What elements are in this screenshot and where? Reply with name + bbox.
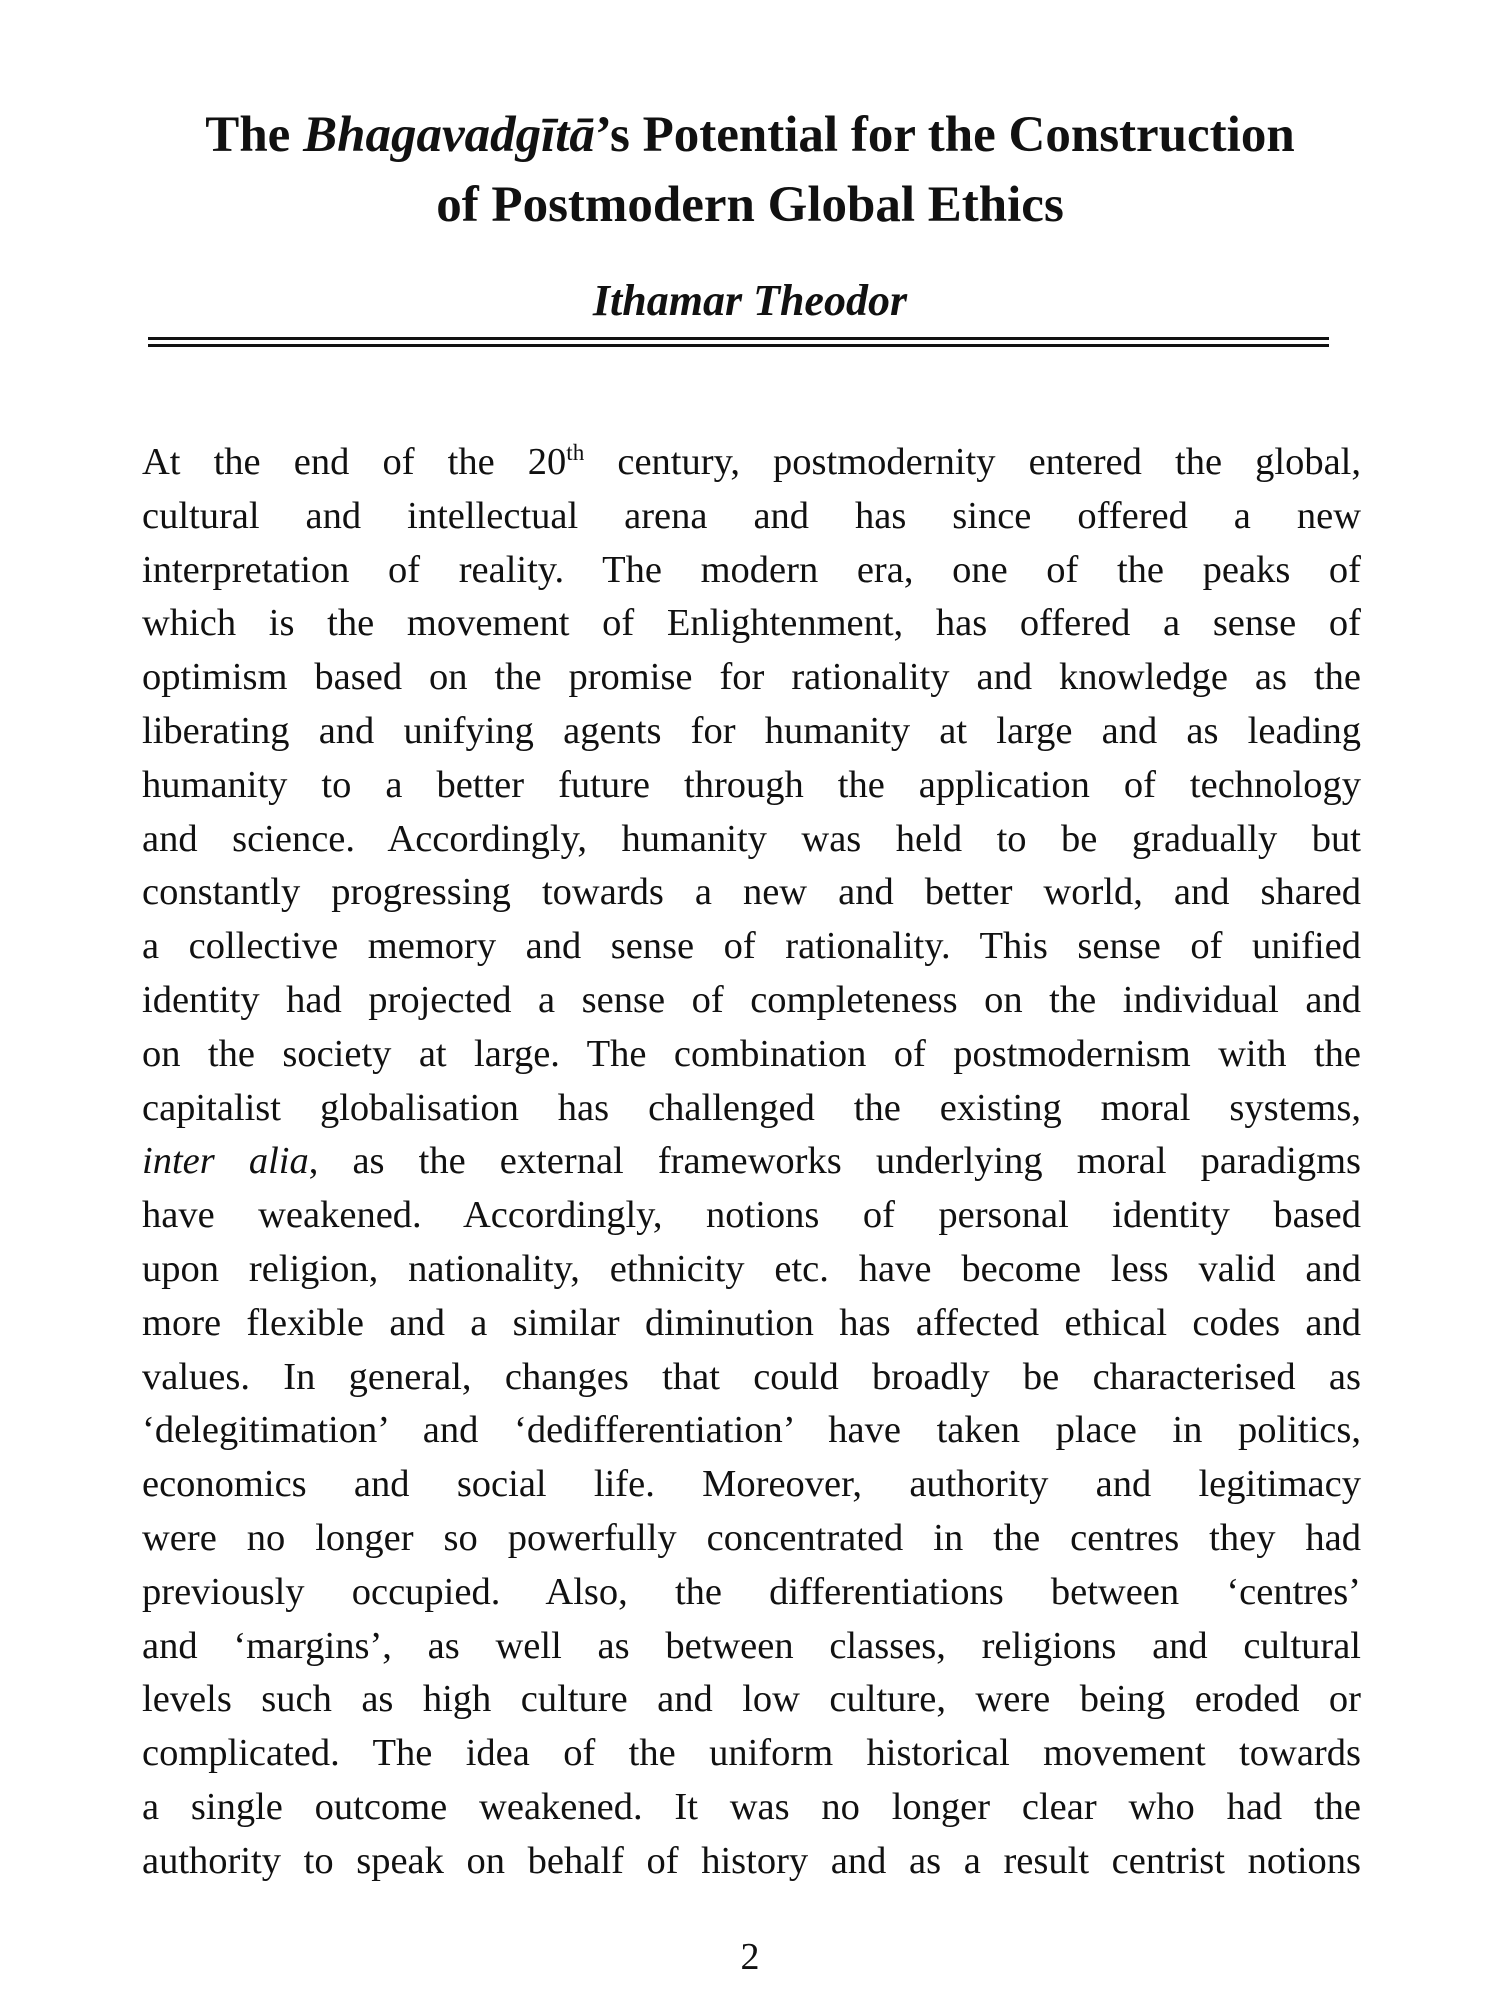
text-line: a single outcome weakened. It was no longer clear who had the xyxy=(142,1785,1361,1828)
text-line: cultural and intellectual arena and has since offered a new xyxy=(142,494,1361,537)
title-italic-term: Bhagavadgītā xyxy=(303,107,595,163)
text-line: authority to speak on behalf of history and as a result centrist notions xyxy=(142,1839,1361,1882)
italic-phrase: inter alia xyxy=(142,1140,309,1183)
article-title xyxy=(0,100,1500,240)
superscript: th xyxy=(566,439,585,466)
text-line: more flexible and a similar diminution has affected ethical codes and xyxy=(142,1301,1361,1344)
text-line: have weakened. Accordingly, notions of personal identity based xyxy=(142,1194,1361,1237)
text-line: constantly progressing towards a new and better world, and shared xyxy=(142,871,1361,914)
double-rule-top xyxy=(148,337,1329,340)
text-line: values. In general, changes that could broadly be characterised as xyxy=(142,1355,1361,1398)
text-line: inter alia, as the external frameworks underlying moral paradigms xyxy=(142,1140,1362,1183)
text-line: a collective memory and sense of rationality. This sense of unified xyxy=(142,925,1361,968)
title-line-1: The Bhagavadgītā’s Potential for the Construction xyxy=(205,107,1295,163)
text-line: capitalist globalisation has challenged the existing moral systems, xyxy=(142,1086,1361,1129)
text-line: which is the movement of Enlightenment, has offered a sense of xyxy=(142,602,1361,645)
title-line-2: of Postmodern Global Ethics xyxy=(436,177,1064,233)
text-line: ‘delegitimation’ and ‘dedifferentiation’ have taken place in politics, xyxy=(142,1409,1361,1452)
text-line: complicated. The idea of the uniform historical movement towards xyxy=(142,1732,1361,1775)
double-rule-bottom xyxy=(148,344,1329,347)
text-line: humanity to a better future through the application of technology xyxy=(142,763,1361,806)
text-line: previously occupied. Also, the differentiations between ‘centres’ xyxy=(142,1570,1361,1613)
text-line: levels such as high culture and low culture, were being eroded or xyxy=(142,1678,1361,1721)
body-text xyxy=(142,436,1361,1889)
text-line: and science. Accordingly, humanity was held to be gradually but xyxy=(142,817,1361,860)
text-line: liberating and unifying agents for humanity at large and as leading xyxy=(142,709,1361,752)
text-line: identity had projected a sense of completeness on the individual and xyxy=(142,978,1361,1021)
text-line: economics and social life. Moreover, authority and legitimacy xyxy=(142,1463,1361,1506)
text-line: At the end of the 20th century, postmodernity entered the global, xyxy=(142,439,1361,483)
text-line: on the society at large. The combination of postmodernism with the xyxy=(142,1032,1361,1075)
text-line: were no longer so powerfully concentrated in the centres they had xyxy=(142,1516,1361,1559)
text-line: optimism based on the promise for rationality and knowledge as the xyxy=(142,656,1361,699)
page-number: 2 xyxy=(740,1936,760,1978)
text-line: upon religion, nationality, ethnicity etc. have become less valid and xyxy=(142,1247,1361,1290)
text-line: and ‘margins’, as well as between classes, religions and cultural xyxy=(142,1624,1361,1667)
text-line: interpretation of reality. The modern era, one of the peaks of xyxy=(142,548,1361,591)
author-name: Ithamar Theodor xyxy=(592,276,908,325)
